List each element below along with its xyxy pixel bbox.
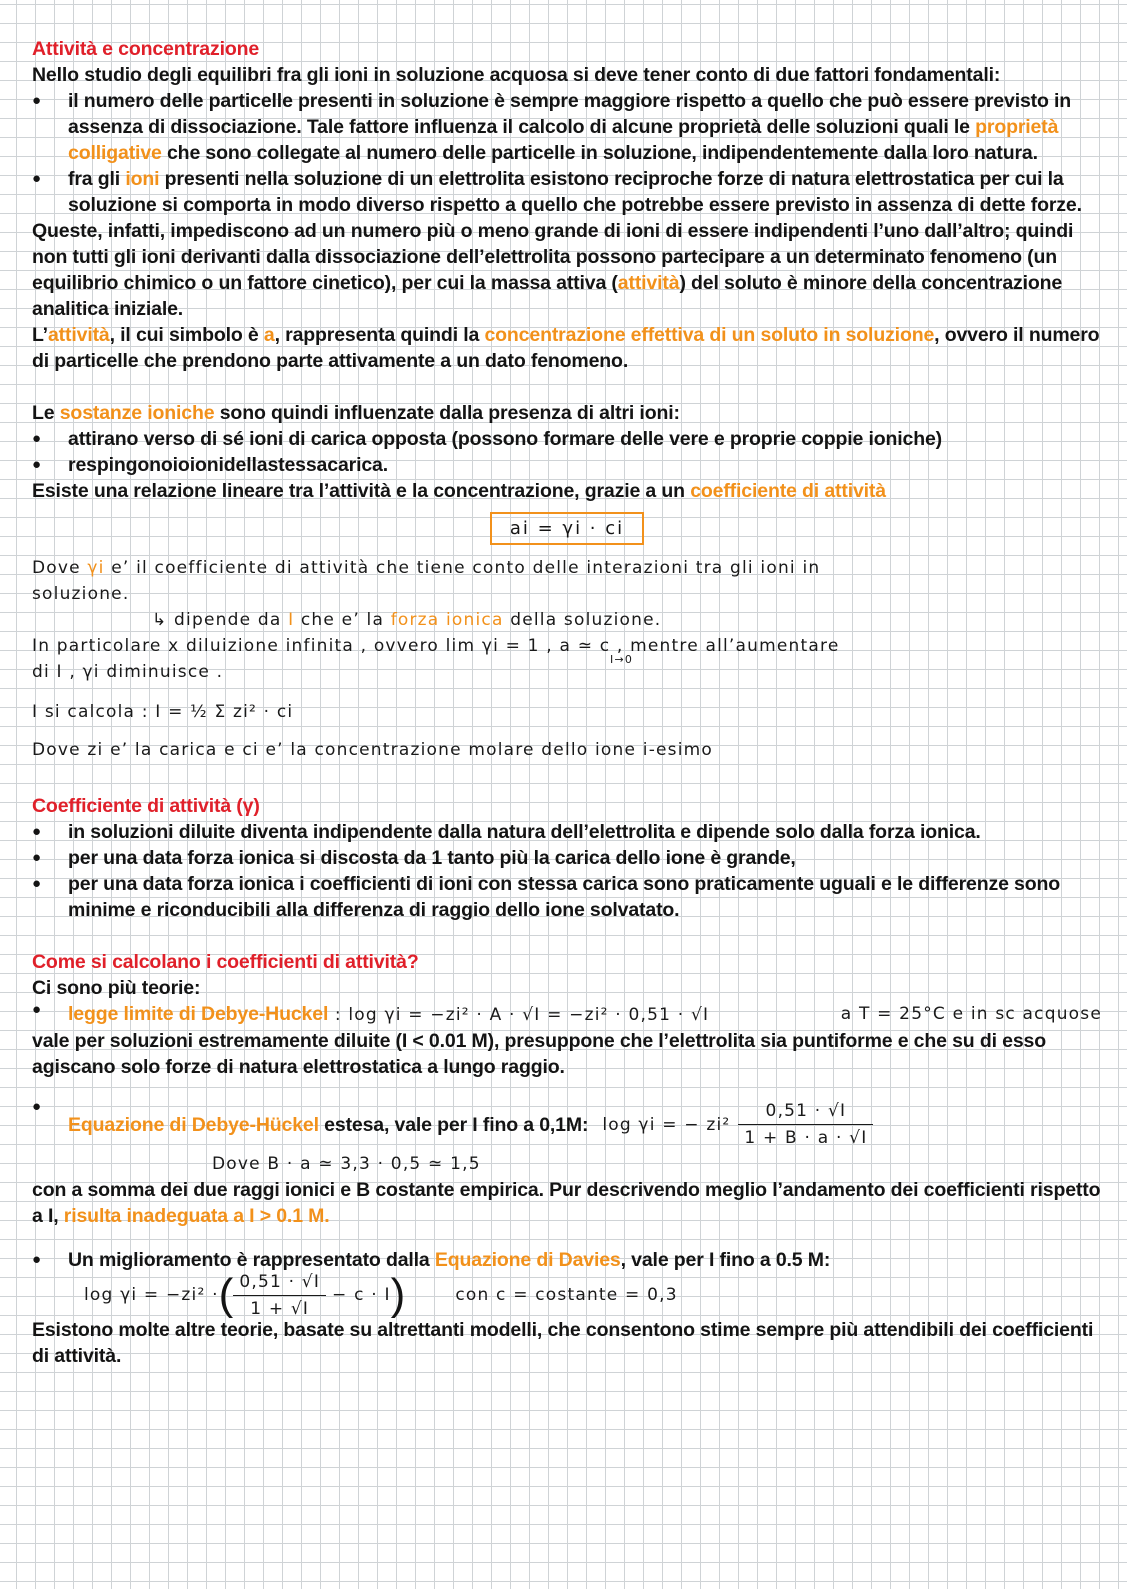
debye-huckel-condition: a T = 25°C e in sc acquose — [840, 1004, 1102, 1024]
activity-formula-box: ai = γi · ci — [490, 512, 644, 545]
list-item: ● respingonoioionidellastessacarica. — [32, 452, 1102, 478]
list-item: ● Un miglioramento è rappresentato dalla Equazione di Davies, vale per I fino a 0.5 M: — [32, 1247, 1102, 1273]
section-title-activity: Attività e concentrazione — [32, 38, 260, 60]
paragraph-ionic-substances: Le sostanze ioniche sono quindi influenzate dalla presenza di altri ioni: — [32, 402, 680, 424]
davies-constant: con c = costante = 0,3 — [455, 1285, 678, 1305]
davies-list — [32, 1247, 1102, 1273]
fraction-denominator: 1 + B · a · √I — [744, 1128, 868, 1148]
paragraph-linear-relation: Esiste una relazione lineare tra l’attività e la concentrazione, grazie a un coefficiente di attività — [32, 480, 886, 502]
extended-equation-fraction — [738, 1098, 873, 1151]
handwritten-line: ↳ dipende da I che e’ la forza ionica della soluzione. — [152, 610, 662, 630]
list-item: ● in soluzioni diluite diventa indipendente dalla natura dell’elettrolita e dipende solo dalla forza ionica. — [32, 819, 1102, 845]
davies-fraction — [233, 1269, 326, 1322]
theories-list — [32, 1001, 1102, 1028]
extended-equation-description: con a somma dei due raggi ionici e B costante empirica. Pur descrivendo meglio l’andamento dei coefficienti rispetto a I, risulta inadeguata a I > 0.1 M. — [32, 1179, 1101, 1227]
extended-equation-lhs: log γi = − zi² — [602, 1114, 731, 1135]
list-item — [32, 1098, 1102, 1151]
paragraph-forces: Queste, infatti, impediscono ad un numero più o meno grande di ioni di essere indipendenti l’uno dall’altro; quindi non tutti gli ioni derivanti dalla dissociazione dell’elettrolita possono partecipare a un determinato fenomeno (un equilibrio chimico o un fattore cinetico), per cui la massa attiva (attività) del soluto è minore della concentrazione analitica iniziale. — [32, 220, 1074, 320]
section-title-activity-coefficient: Coefficiente di attività (γ) — [32, 795, 260, 817]
extended-equation-text: estesa, vale per I fino a 0,1M: — [318, 1113, 589, 1136]
extended-equation-label: Equazione di Debye-Hückel — [68, 1113, 319, 1136]
debye-huckel-limit-formula: : log γi = −zi² · A · √I = −zi² · 0,51 · √I — [328, 1005, 710, 1025]
handwritten-line: Dove γi e’ il coefficiente di attività che tiene conto delle interazioni tra gli ioni in — [32, 558, 821, 578]
fraction-numerator: 0,51 · √I — [738, 1098, 873, 1125]
section-title-calculation: Come si calcolano i coefficienti di attività? — [32, 951, 419, 973]
davies-formula: log γi = −zi² · ( $\frac{0,51 \cdot √I}{1 + √I}$ − c · I ) con c = costante = 0,3 — [32, 1273, 1102, 1317]
coefficient-properties-list — [32, 819, 1102, 923]
closing-paragraph: Esistono molte altre teorie, basate su altrettanti modelli, che consentono stime sempre più attendibili dei coefficienti di attività. — [32, 1319, 1094, 1367]
list-item: ● il numero delle particelle presenti in soluzione è sempre maggiore rispetto a quello che può essere previsto in assenza di dissociazione. Tale fattore influenza il calcolo di alcune proprietà delle soluzioni quali le proprietà colligative che sono collegate al numero delle particelle in soluzione, indipendentemente dalla loro natura. — [32, 88, 1102, 166]
handwritten-ionic-strength-formula: I si calcola : I = ½ Σ zi² · ci — [32, 702, 294, 722]
factors-list — [32, 88, 1102, 218]
fraction-denominator: 1 + √I — [250, 1298, 310, 1319]
davies-minus-term: − c · I — [332, 1285, 391, 1305]
fraction-numerator: 0,51 · √I — [233, 1269, 326, 1296]
list-item: ● per una data forza ionica si discosta da 1 tanto più la carica dello ione è grande, — [32, 845, 1102, 871]
paragraph-activity-definition: L’attività, il cui simbolo è a, rappresenta quindi la concentrazione effettiva di un soluto in soluzione, ovvero il numero di particelle che prendono parte attivamente a un dato fenomeno. — [32, 324, 1100, 372]
davies-lhs: log γi = −zi² · — [84, 1285, 219, 1305]
list-item — [32, 1001, 1102, 1028]
extended-equation-list — [32, 1098, 1102, 1151]
debye-huckel-description: vale per soluzioni estremamente diluite (I < 0.01 M), presuppone che l’elettrolita sia puntiforme e che su di esso agiscano solo forze di natura elettrostatica a lungo raggio. — [32, 1030, 1046, 1078]
handwritten-line: In particolare x diluizione infinita , ovvero lim γi = 1 , a ≃ c , mentre all’aumentare I→0 — [32, 636, 840, 666]
handwritten-line: Dove zi e’ la carica e ci e’ la concentrazione molare dello ione i-esimo — [32, 740, 714, 760]
theories-intro: Ci sono più teorie: — [32, 977, 201, 999]
handwritten-line: di I , γi diminuisce . — [32, 662, 224, 682]
list-item: ● attirano verso di sé ioni di carica opposta (possono formare delle vere e proprie coppie ioniche) — [32, 426, 1102, 452]
ionic-effects-list — [32, 426, 1102, 478]
intro-paragraph: Nello studio degli equilibri fra gli ioni in soluzione acquosa si deve tener conto di due fattori fondamentali: — [32, 64, 1001, 86]
notes-page — [32, 36, 1102, 1369]
limit-subscript: I→0 — [610, 653, 634, 666]
list-item: ● per una data forza ionica i coefficienti di ioni con stessa carica sono praticamente uguali e le differenze sono minime e riconducibili alla differenza di raggio dello ione solvatato. — [32, 871, 1102, 923]
handwritten-line: soluzione. — [32, 584, 130, 604]
list-item: ● fra gli ioni presenti nella soluzione di un elettrolita esistono reciproche forze di natura elettrostatica per cui la soluzione si comporta in modo diverso rispetto a quello che potrebbe essere previsto in assenza di dette forze. — [32, 166, 1102, 218]
extended-equation-note: Dove B · a ≃ 3,3 · 0,5 ≃ 1,5 — [212, 1154, 481, 1174]
debye-huckel-limit-label: legge limite di Debye-Huckel — [68, 1003, 329, 1025]
formula-container — [32, 512, 1102, 545]
